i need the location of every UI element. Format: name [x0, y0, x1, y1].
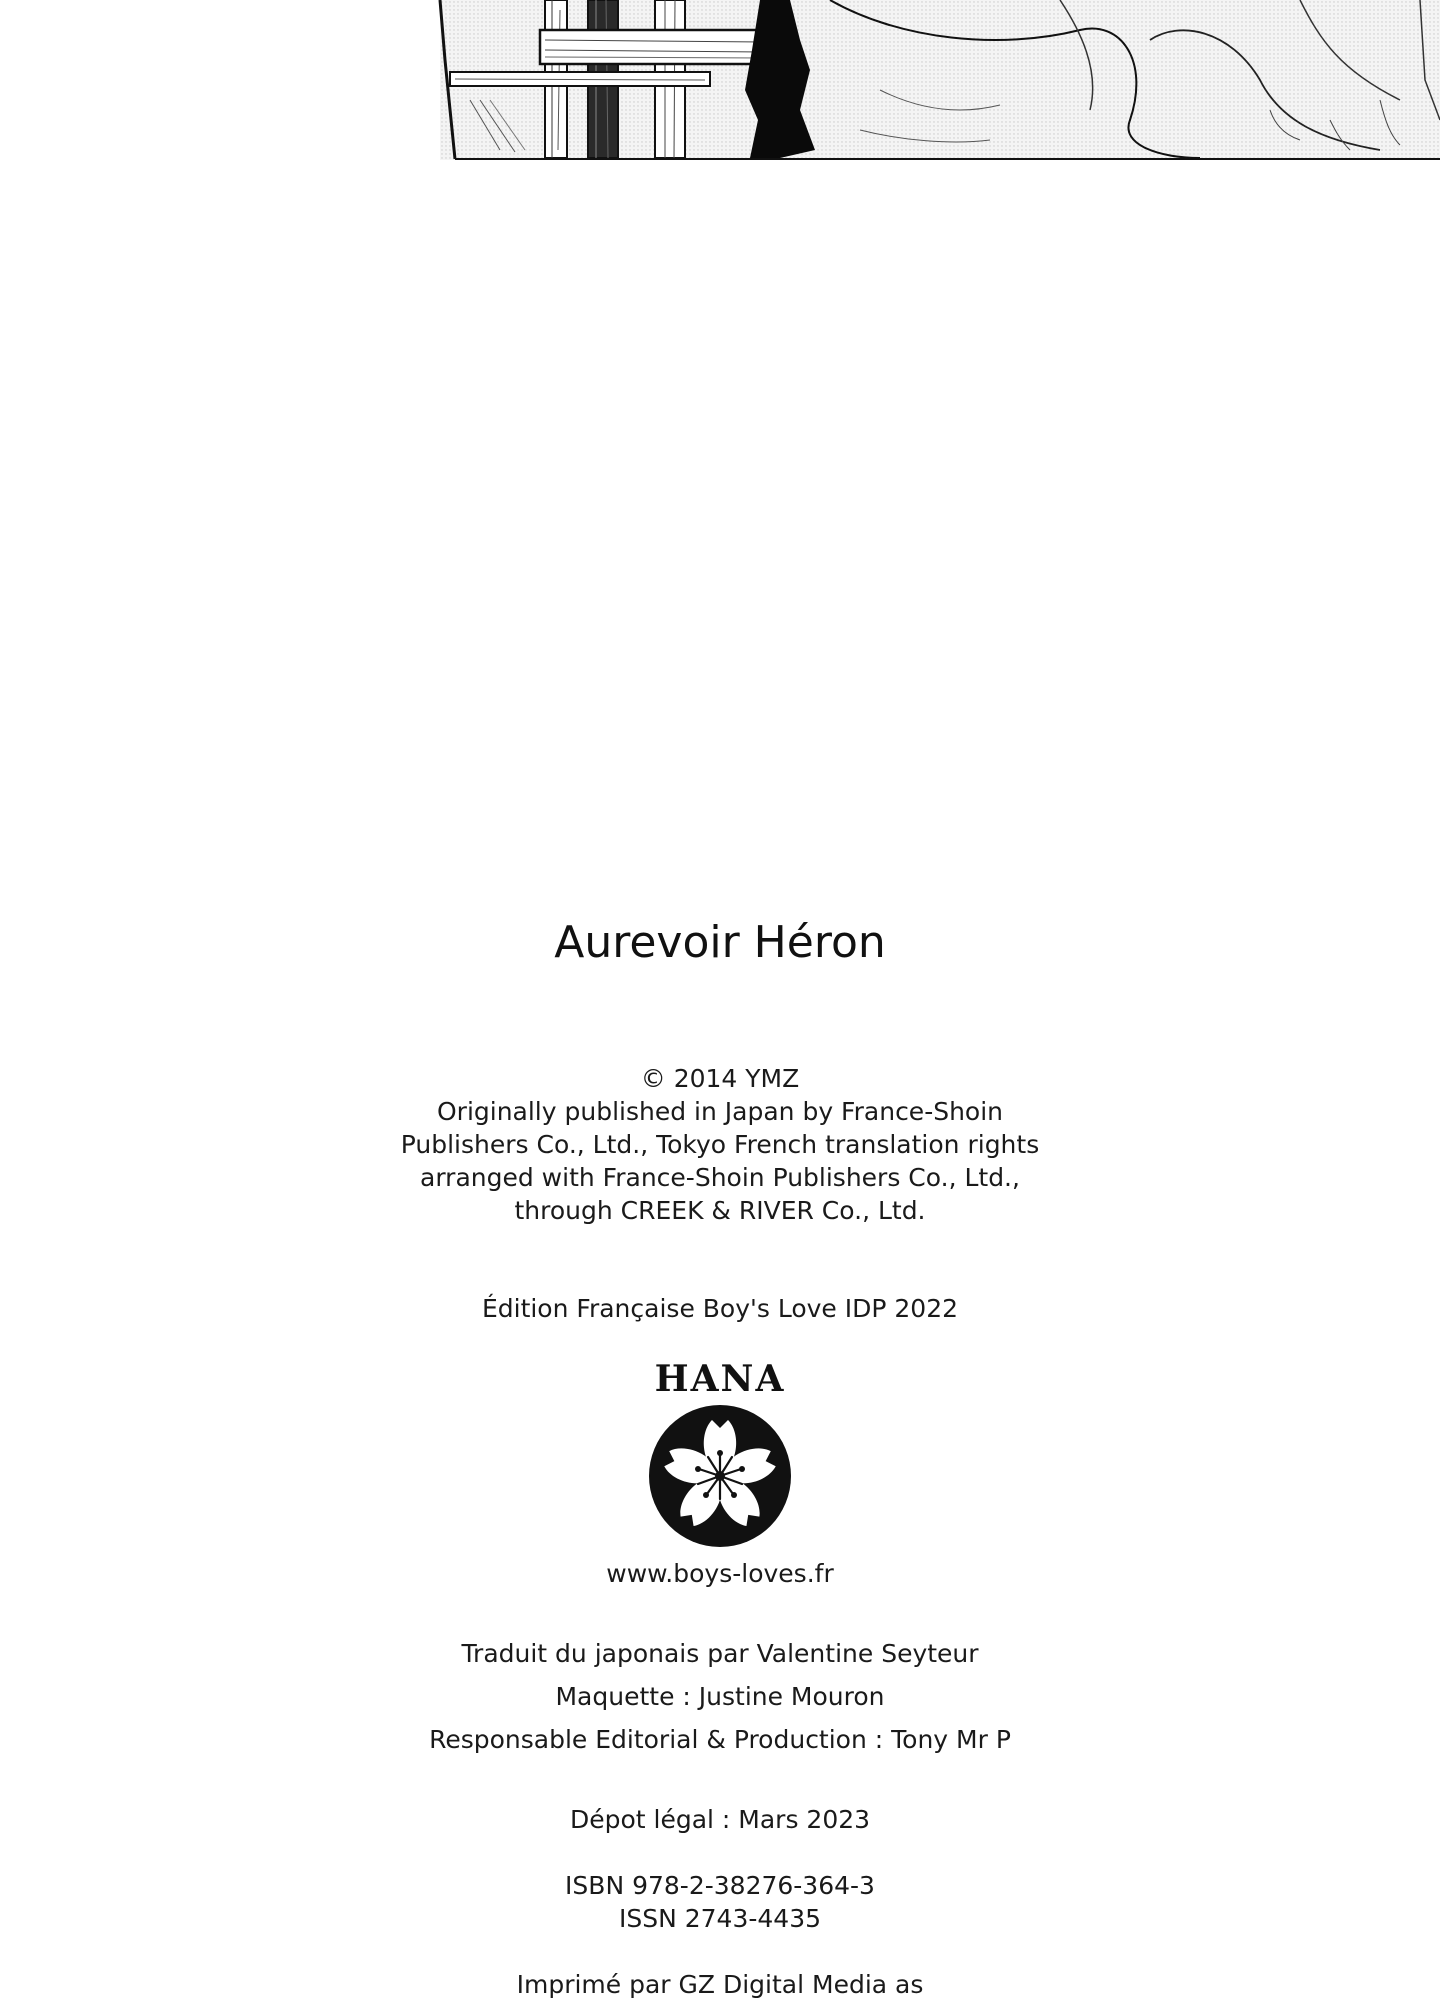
editorial-credit: Responsable Editorial & Production : Tony Mr P [429, 1725, 1011, 1754]
publisher-logo-word: HANA [654, 1358, 786, 1400]
printer-credit: Imprimé par GZ Digital Media as [516, 1970, 924, 1999]
legal-deposit: Dépot légal : Mars 2023 [569, 1805, 871, 1834]
copyright-line: Publishers Co., Ltd., Tokyo French translation rights [400, 1130, 1040, 1159]
copyright-line: Originally published in Japan by France-Shoin [436, 1097, 1004, 1126]
manga-drawing [0, 0, 1440, 160]
credits [0, 1632, 1440, 1761]
manga-panel-illustration [0, 0, 1440, 160]
book-title: Aurevoir Héron [554, 917, 886, 968]
translator-credit: Traduit du japonais par Valentine Seyteur [461, 1639, 979, 1668]
edition-line: Édition Française Boy's Love IDP 2022 [481, 1294, 959, 1323]
publisher-logo [0, 1358, 1440, 1548]
copyright-line: through CREEK & RIVER Co., Ltd. [514, 1196, 926, 1225]
isbn-number: ISBN 978-2-38276-364-3 [565, 1871, 875, 1900]
publisher-website: www.boys-loves.fr [606, 1559, 834, 1588]
layout-credit: Maquette : Justine Mouron [555, 1682, 885, 1711]
issn-number: ISSN 2743-4435 [618, 1904, 822, 1933]
copyright-line: © 2014 YMZ [640, 1064, 800, 1093]
copyright-line: arranged with France-Shoin Publishers Co., Ltd., [420, 1163, 1020, 1192]
copyright-notice [0, 1062, 1440, 1227]
cherry-blossom-icon [648, 1404, 792, 1548]
identifiers [0, 1869, 1440, 1935]
